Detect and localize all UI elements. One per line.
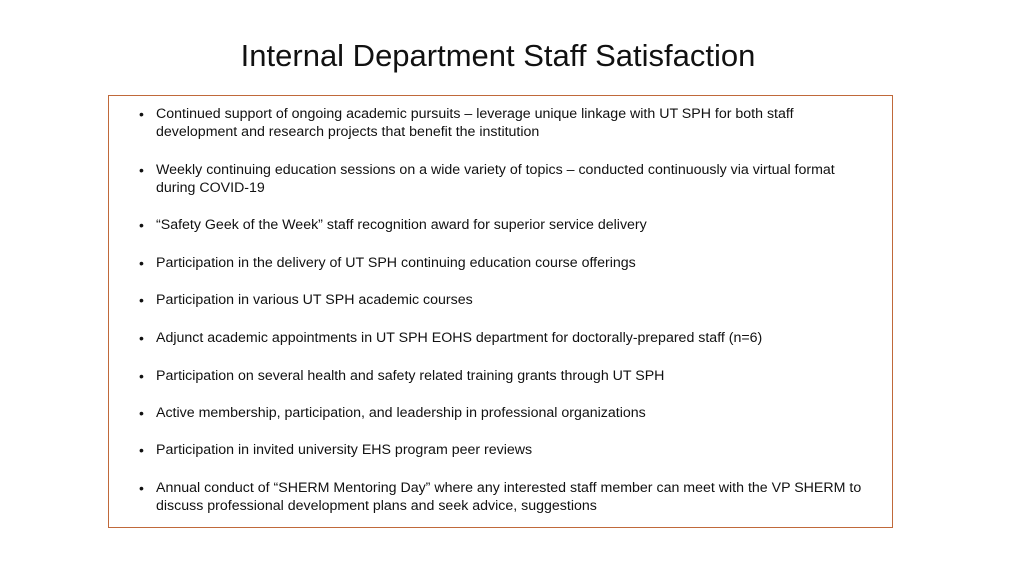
bullet-marker: • <box>139 255 144 271</box>
bullet-text: Participation on several health and safety related training grants through UT SPH <box>156 368 665 384</box>
bullet-item-10 <box>109 479 892 515</box>
bullet-text: Continued support of ongoing academic pursuits – leverage unique linkage with UT SPH for both staff development and research projects that benefit the institution <box>156 106 794 140</box>
bullet-marker: • <box>139 368 144 384</box>
bullet-marker: • <box>139 162 144 178</box>
bullet-item-1 <box>109 105 892 141</box>
bullet-marker: • <box>139 442 144 458</box>
bullet-marker: • <box>139 292 144 308</box>
bullet-item-7 <box>109 367 892 385</box>
bullet-text: Active membership, participation, and leadership in professional organizations <box>156 405 646 421</box>
bullet-text: Participation in invited university EHS program peer reviews <box>156 442 533 458</box>
bullet-item-2 <box>109 161 892 197</box>
content-box <box>108 95 893 528</box>
bullet-text: Adjunct academic appointments in UT SPH EOHS department for doctorally-prepared staff (n=6) <box>156 330 763 346</box>
bullet-item-5 <box>109 291 892 309</box>
bullet-marker: • <box>139 106 144 122</box>
bullet-item-9 <box>109 441 892 459</box>
bullet-marker: • <box>139 480 144 496</box>
bullet-marker: • <box>139 330 144 346</box>
bullet-item-6 <box>109 329 892 347</box>
bullet-item-3 <box>109 216 892 234</box>
bullet-item-4 <box>109 254 892 272</box>
bullet-text: Annual conduct of “SHERM Mentoring Day” where any interested staff member can meet with the VP SHERM to discuss professional development plans and seek advice, suggestions <box>156 480 862 514</box>
bullet-text: “Safety Geek of the Week” staff recognition award for superior service delivery <box>156 217 647 233</box>
bullet-item-8 <box>109 404 892 422</box>
bullet-text: Participation in the delivery of UT SPH continuing education course offerings <box>156 255 636 271</box>
slide-title: Internal Department Staff Satisfaction <box>240 38 756 73</box>
bullet-text: Weekly continuing education sessions on a wide variety of topics – conducted continuously via virtual format during COVID-19 <box>156 162 835 196</box>
bullet-text: Participation in various UT SPH academic courses <box>156 292 473 308</box>
bullet-marker: • <box>139 405 144 421</box>
bullet-marker: • <box>139 217 144 233</box>
